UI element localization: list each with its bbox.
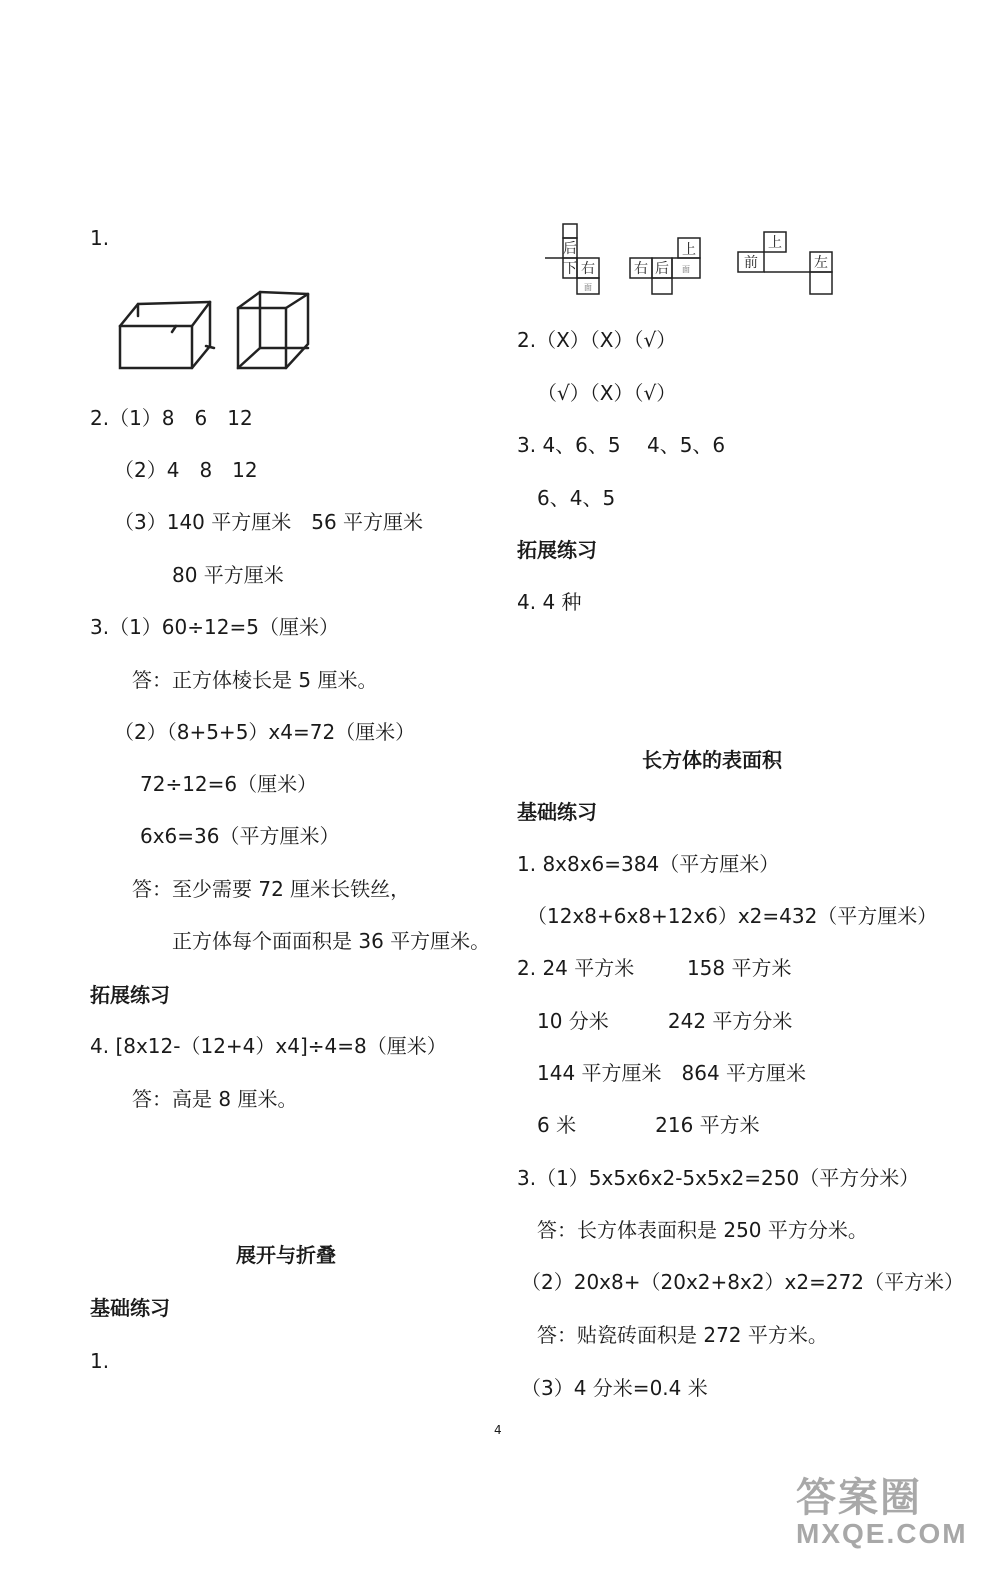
answer-3-2-step2: 72÷12=6（厘米） xyxy=(140,772,318,796)
surface-answer-3-2-reply: 答：贴瓷砖面积是 272 平方米。 xyxy=(537,1323,828,1347)
section-heading-extension-right: 拓展练习 xyxy=(517,538,597,562)
surface-answer-3-2: （2）20x8+（20x2+8x2）x2=272（平方米） xyxy=(521,1270,965,1294)
cube-net-2 xyxy=(630,238,708,296)
net3-front-label: 前 xyxy=(744,255,758,271)
basic-item-1-label: 1. xyxy=(90,1349,110,1373)
answer-2-3: （3）140 平方厘米 56 平方厘米 xyxy=(114,510,424,534)
surface-answer-2-row4: 6 米 216 平方米 xyxy=(537,1113,760,1137)
answer-right-3: 3. 4、6、5 4、5、6 xyxy=(517,433,726,457)
surface-answer-2-row1: 2. 24 平方米 158 平方米 xyxy=(517,956,792,980)
section-heading-basic: 基础练习 xyxy=(90,1296,170,1320)
answer-3-1: 3.（1）60÷12=5（厘米） xyxy=(90,615,339,639)
net1-bottom-label: 下 xyxy=(563,261,577,277)
surface-answer-3-1-reply: 答：长方体表面积是 250 平方分米。 xyxy=(537,1218,868,1242)
section-title-cuboid-surface-area: 长方体的表面积 xyxy=(642,748,782,772)
answer-right-2-row2: （√）（X）（√） xyxy=(537,381,677,405)
cuboid-drawings xyxy=(110,288,320,378)
answer-4-reply: 答：高是 8 厘米。 xyxy=(132,1087,298,1111)
net2-small-label: 面 xyxy=(682,265,690,274)
answer-3-2: （2）（8+5+5）x4=72（厘米） xyxy=(114,720,416,744)
surface-answer-2-row2: 10 分米 242 平方分米 xyxy=(537,1009,793,1033)
watermark-logo xyxy=(776,1460,976,1560)
surface-answer-1: 1. 8x8x6=384（平方厘米） xyxy=(517,852,780,876)
answer-3-1-reply: 答：正方体棱长是 5 厘米。 xyxy=(132,668,378,692)
section-title-unfold-fold: 展开与折叠 xyxy=(236,1243,336,1267)
net3-left-label: 左 xyxy=(814,255,828,271)
answer-right-4: 4. 4 种 xyxy=(517,590,582,614)
page-number: 4 xyxy=(494,1423,502,1437)
net2-back-label: 后 xyxy=(655,261,669,277)
answer-3-2-step3: 6x6=36（平方厘米） xyxy=(140,824,340,848)
cube-net-3 xyxy=(738,232,838,298)
section-heading-basic-right: 基础练习 xyxy=(517,800,597,824)
item-1-label: 1. xyxy=(90,226,110,250)
answer-2-2: （2）4 8 12 xyxy=(114,458,258,482)
net3-top-label: 上 xyxy=(768,235,782,251)
watermark-text-cn: 答案圈 xyxy=(796,1476,922,1520)
cuboid-figure-1 xyxy=(120,302,214,368)
cube-figure-2 xyxy=(238,292,308,368)
surface-answer-1-cont: （12x8+6x8+12x6）x2=432（平方厘米） xyxy=(527,904,938,928)
net2-top-label: 上 xyxy=(682,242,696,258)
section-heading-extension: 拓展练习 xyxy=(90,983,170,1007)
surface-answer-3-1: 3.（1）5x5x6x2-5x5x2=250（平方分米） xyxy=(517,1166,920,1190)
net1-back-label: 后 xyxy=(563,241,577,257)
net1-small-label: 面 xyxy=(584,283,592,292)
cube-net-1 xyxy=(545,224,605,296)
answer-4: 4. [8x12-（12+4）x4]÷4=8（厘米） xyxy=(90,1034,447,1058)
answer-3-2-reply: 答：至少需要 72 厘米长铁丝， xyxy=(132,877,411,901)
surface-answer-3-3: （3）4 分米=0.4 米 xyxy=(521,1376,708,1400)
net1-right-label: 右 xyxy=(581,261,595,277)
surface-answer-2-row3: 144 平方厘米 864 平方厘米 xyxy=(537,1061,807,1085)
answer-2-1: 2.（1）8 6 12 xyxy=(90,406,253,430)
answer-right-2-row1: 2.（X）（X）（√） xyxy=(517,328,677,352)
answer-2-3-cont: 80 平方厘米 xyxy=(172,563,284,587)
answer-3-2-reply-cont: 正方体每个面面积是 36 平方厘米。 xyxy=(172,929,491,953)
net2-right-label: 右 xyxy=(634,261,648,277)
watermark-text-en: MXQE.COM xyxy=(796,1518,968,1549)
answer-right-3-cont: 6、4、5 xyxy=(537,486,616,510)
